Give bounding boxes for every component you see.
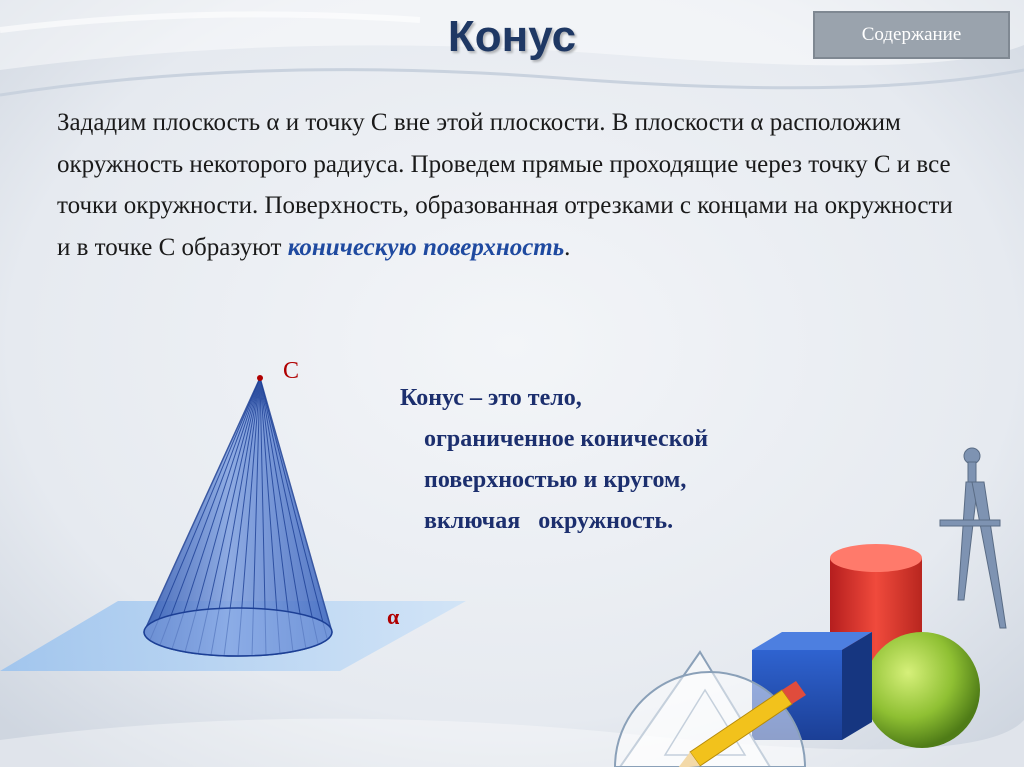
intro-end: . <box>564 233 571 261</box>
definition-line-2: ограниченное конической <box>400 426 709 452</box>
definition-line-3: поверхностью и кругом, <box>400 467 687 493</box>
definition-line-1: Конус – это тело, <box>400 385 582 411</box>
definition-line-4: включая окружность. <box>400 508 674 534</box>
intro-text: Зададим плоскость α и точку С вне этой плоскости. В плоскости α расположим окружность некоторого радиуса. Проведем прямые проходящие через точку С и все точки окружности. Поверхность, образованная отрезками с концами на окружности и в точке С образуют <box>57 109 953 261</box>
term-conical-surface: коническую поверхность <box>287 233 565 261</box>
intro-paragraph <box>57 102 957 268</box>
plane-label: α <box>387 604 400 629</box>
cone-definition <box>400 378 920 542</box>
page-title: Конус <box>447 12 577 61</box>
apex-label: С <box>283 358 300 384</box>
contents-button[interactable]: Содержание <box>813 11 1010 59</box>
